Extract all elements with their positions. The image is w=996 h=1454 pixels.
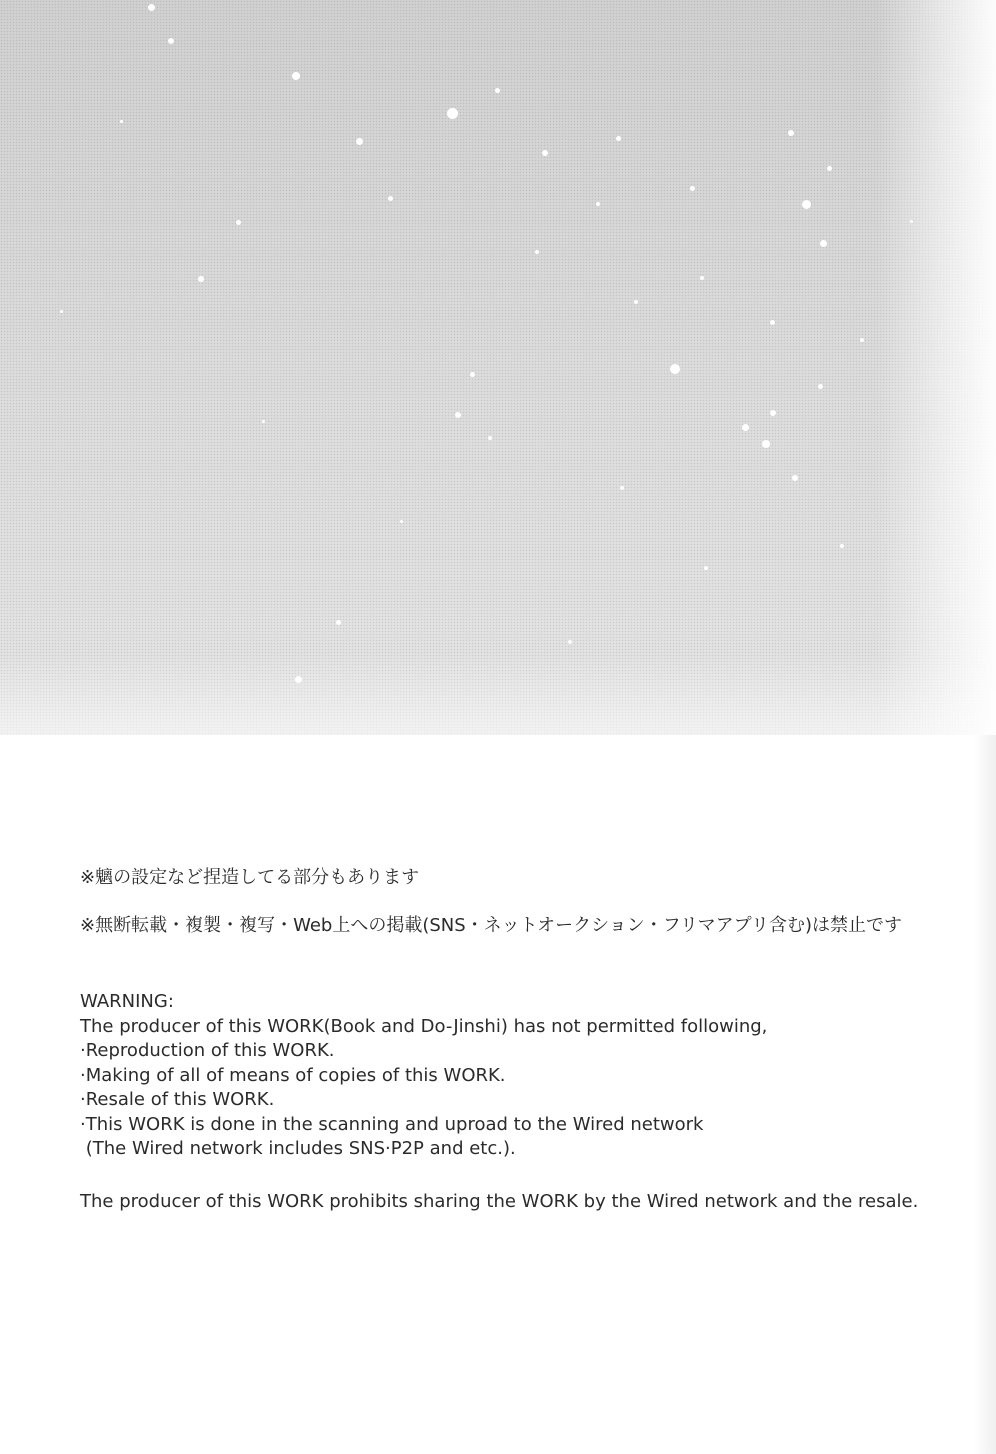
snow-dot <box>336 620 341 625</box>
warning-intro: The producer of this WORK(Book and Do-Jinshi) has not permitted following, <box>80 1015 768 1037</box>
snow-dot <box>542 150 548 156</box>
snow-dot <box>818 384 823 389</box>
snow-dot <box>400 520 403 523</box>
snow-dot <box>792 475 798 481</box>
snow-dot <box>388 196 393 201</box>
warning-item: ·This WORK is done in the scanning and uproad to the Wired network <box>80 1113 704 1135</box>
snow-dot <box>495 88 500 93</box>
snow-dot <box>292 72 300 80</box>
japanese-notice <box>80 866 970 938</box>
snow-dot <box>470 372 475 377</box>
snow-dot <box>690 186 695 191</box>
snow-dot <box>455 412 461 418</box>
snow-dot <box>634 300 638 304</box>
snow-dot <box>700 276 704 280</box>
snow-dot <box>820 240 827 247</box>
snow-dot <box>827 166 832 171</box>
snow-dot <box>770 320 775 325</box>
snow-dot <box>535 250 539 254</box>
snow-dot <box>704 566 708 570</box>
snow-dot <box>168 38 174 44</box>
snow-dot <box>742 424 749 431</box>
warning-item: ·Resale of this WORK. <box>80 1089 275 1110</box>
snow-dot <box>616 136 621 141</box>
snow-dot <box>120 120 123 123</box>
english-warning <box>80 990 980 1214</box>
reproduction-prohibited-notice: ※無断転載・複製・複写・Web上への掲載(SNS・ネットオークション・フリマアプリ含む)は禁止です <box>80 915 902 936</box>
snow-dot <box>802 200 811 209</box>
snow-dot <box>447 108 458 119</box>
warning-heading: WARNING: <box>80 991 174 1012</box>
snow-dot <box>488 436 492 440</box>
warning-footer: The producer of this WORK prohibits sharing the WORK by the Wired network and the resale. <box>80 1190 919 1212</box>
snow-dot <box>840 544 844 548</box>
tone-fade-right <box>876 0 996 735</box>
warning-item: ·Reproduction of this WORK. <box>80 1040 335 1061</box>
fabrication-notice: ※魑の設定など捏造してる部分もあります <box>80 867 420 888</box>
tone-fade-bottom <box>0 655 996 735</box>
snow-dot <box>770 410 776 416</box>
snow-dot <box>60 310 63 313</box>
snow-dot <box>262 420 265 423</box>
snow-dot <box>356 138 363 145</box>
snow-dot <box>670 364 680 374</box>
snow-dot <box>148 4 155 11</box>
snow-dot <box>620 486 624 490</box>
warning-item: (The Wired network includes SNS·P2P and etc.). <box>80 1138 516 1159</box>
spacer <box>80 1162 980 1190</box>
snow-dot <box>788 130 794 136</box>
snow-dot <box>236 220 241 225</box>
warning-item: ·Making of all of means of copies of this WORK. <box>80 1064 506 1086</box>
snow-dot <box>860 338 864 342</box>
snow-dot <box>568 640 572 644</box>
snow-dot <box>762 440 770 448</box>
snow-dot <box>596 202 600 206</box>
snow-dot <box>198 276 204 282</box>
